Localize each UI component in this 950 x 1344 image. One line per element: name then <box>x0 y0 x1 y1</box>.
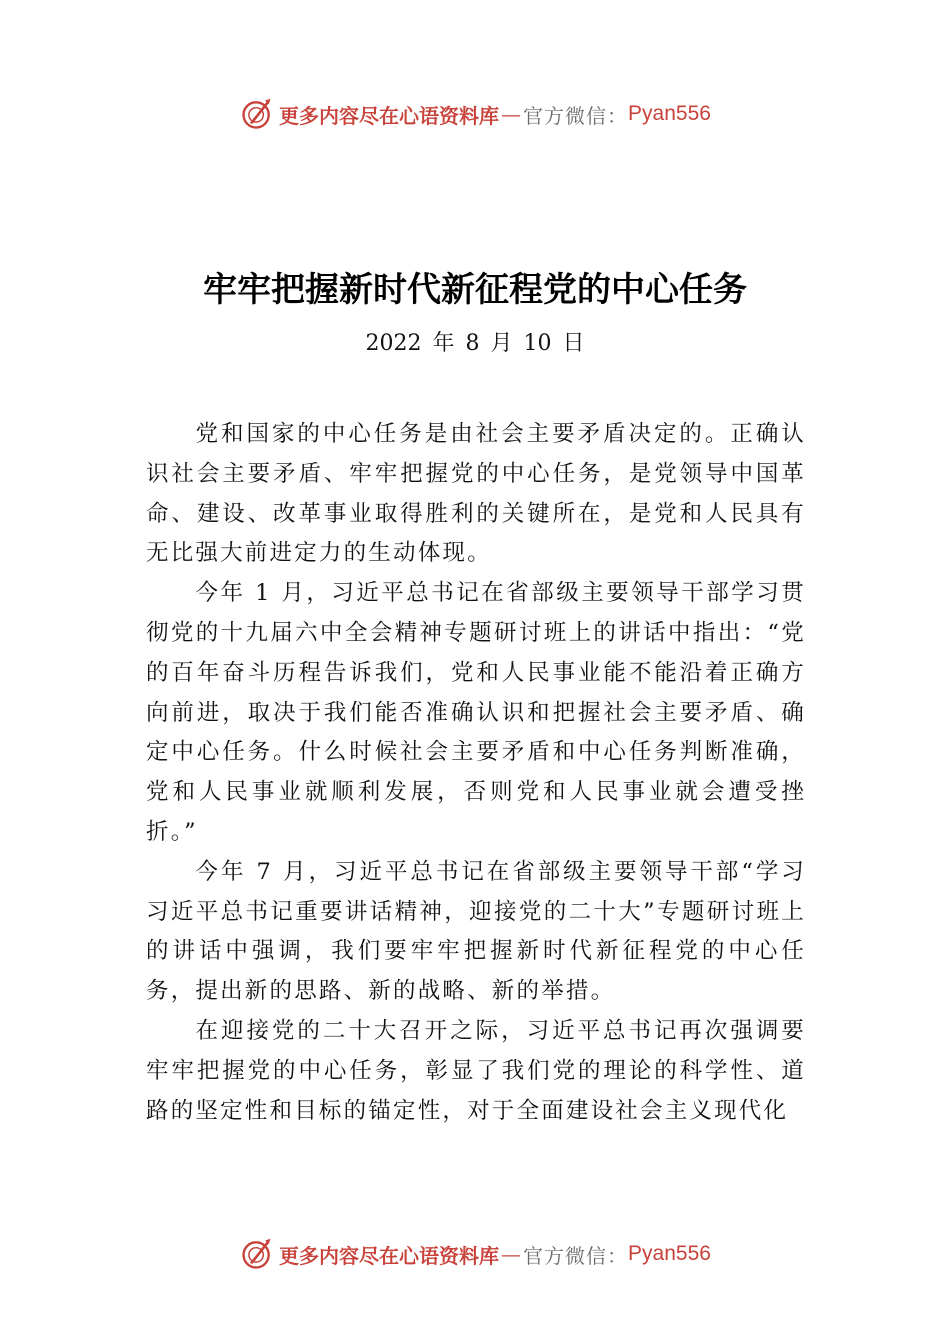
watermark-label: 官方微信： <box>523 103 629 128</box>
watermark-wechat-id: Pyan556 <box>628 1242 711 1265</box>
watermark-label: 官方微信： <box>523 1243 629 1268</box>
watermark-wechat-id: Pyan556 <box>628 102 711 125</box>
paragraph: 今年 7 月，习近平总书记在省部级主要领导干部“学习习近平总书记重要讲话精神，迎接党的二十大”专题研讨班上的讲话中强调，我们要牢牢把握新时代新征程党的中心任务，提出新的思路、新的战略、新的举措。 <box>146 858 806 1005</box>
paragraph: 今年 1 月，习近平总书记在省部级主要领导干部学习贯彻党的十九届六中全会精神专题研讨班上的讲话中指出：“党的百年奋斗历程告诉我们，党和人民事业能不能沿着正确方向前进，取决于我们能否准确认识和把握社会主要矛盾、确定中心任务。什么时候社会主要矛盾和中心任务判断准确，党和人民事业就顺利发展，否则党和人民事业就会遭受挫折。” <box>146 580 806 845</box>
document-date: 2022 年 8 月 10 日 <box>365 331 585 356</box>
document-title: 牢牢把握新时代新征程党的中心任务 <box>203 270 747 310</box>
watermark-text <box>279 100 711 129</box>
paragraph: 党和国家的中心任务是由社会主要矛盾决定的。正确认识社会主要矛盾、牢牢把握党的中心任务，是党领导中国革命、建设、改革事业取得胜利的关键所在，是党和人民具有无比强大前进定力的生动体现。 <box>146 421 806 567</box>
watermark-text <box>279 1240 711 1269</box>
quill-seal-icon <box>239 1236 275 1272</box>
watermark-separator: — <box>501 102 522 126</box>
document-body <box>146 415 806 1131</box>
header-watermark <box>0 94 950 134</box>
watermark-main-text: 更多内容尽在心语资料库 <box>279 1243 500 1268</box>
paragraph: 在迎接党的二十大召开之际，习近平总书记再次强调要牢牢把握党的中心任务，彰显了我们党的理论的科学性、道路的坚定性和目标的锚定性，对于全面建设社会主义现代化 <box>146 1017 806 1124</box>
quill-seal-icon <box>239 96 275 132</box>
watermark-separator: — <box>501 1242 522 1266</box>
footer-watermark <box>0 1234 950 1274</box>
watermark-main-text: 更多内容尽在心语资料库 <box>279 103 500 128</box>
